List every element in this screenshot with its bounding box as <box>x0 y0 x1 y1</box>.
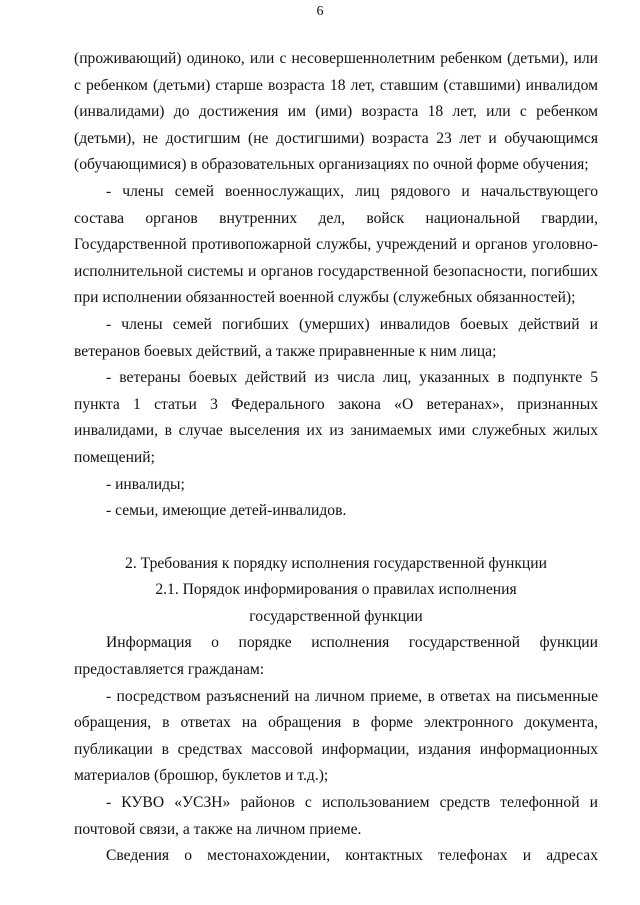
section-heading: 2. Требования к порядку исполнения государственной функции <box>125 554 547 572</box>
paragraph-list-item: - члены семей военнослужащих, лиц рядового и начальствующего состава органов внутренних дел, войск национальной гвардии, Государственной противопожарной службы, учреждений и органов уголовно-исполнительной системы и органов государственной безопасности, погибших при исполнении обязанностей военной службы (служебных обязанностей); <box>74 182 598 307</box>
page-number: 6 <box>316 4 324 19</box>
subsection-heading-line2: государственной функции <box>249 607 423 625</box>
paragraph-list-item: - посредством разъяснений на личном приеме, в ответах на письменные обращения, в ответах на обращения в форме электронного документа, публикации в средствах массовой информации, издания информационных материалов (брошюр, буклетов и т.д.); <box>74 687 598 785</box>
paragraph-list-item: - КУВО «УСЗН» районов с использованием средств телефонной и почтовой связи, а также на личном приеме. <box>74 794 598 838</box>
section-spacer <box>74 525 598 551</box>
subsection-heading-line1: 2.1. Порядок информирования о правилах исполнения <box>155 581 517 599</box>
paragraph-continuation: (проживающий) одиноко, или с несовершеннолетним ребенком (детьми), или с ребенком (детьми) старше возраста 18 лет, ставшим (ставшими) инвалидом (инвалидами) до достижения им (ими) возраста 18 лет, или с ребенком (детьми), не достигшим (не достигшими) возраста 23 лет и обучающимся (обучающимися) в образовательных организациях по очной форме обучения; <box>74 50 598 174</box>
paragraph-list-item: - ветераны боевых действий из числа лиц, указанных в подпункте 5 пункта 1 статьи 3 Федерального закона «О ветеранах», признанных инвалидами, в случае выселения их из занимаемых ими служебных жилых помещений; <box>74 369 598 466</box>
paragraph-list-item: - семьи, имеющие детей-инвалидов. <box>106 502 347 520</box>
paragraph-list-item: - инвалиды; <box>106 475 185 493</box>
document-body <box>74 46 598 870</box>
paragraph-list-item: - члены семей погибших (умерших) инвалидов боевых действий и ветеранов боевых действий, а также приравненные к ним лица; <box>74 315 598 360</box>
paragraph-cut-off: Сведения о местонахождении, контактных телефонах и адресах <box>106 847 598 865</box>
paragraph-info: Информация о порядке исполнения государственной функции предоставляется гражданам: <box>74 634 598 679</box>
